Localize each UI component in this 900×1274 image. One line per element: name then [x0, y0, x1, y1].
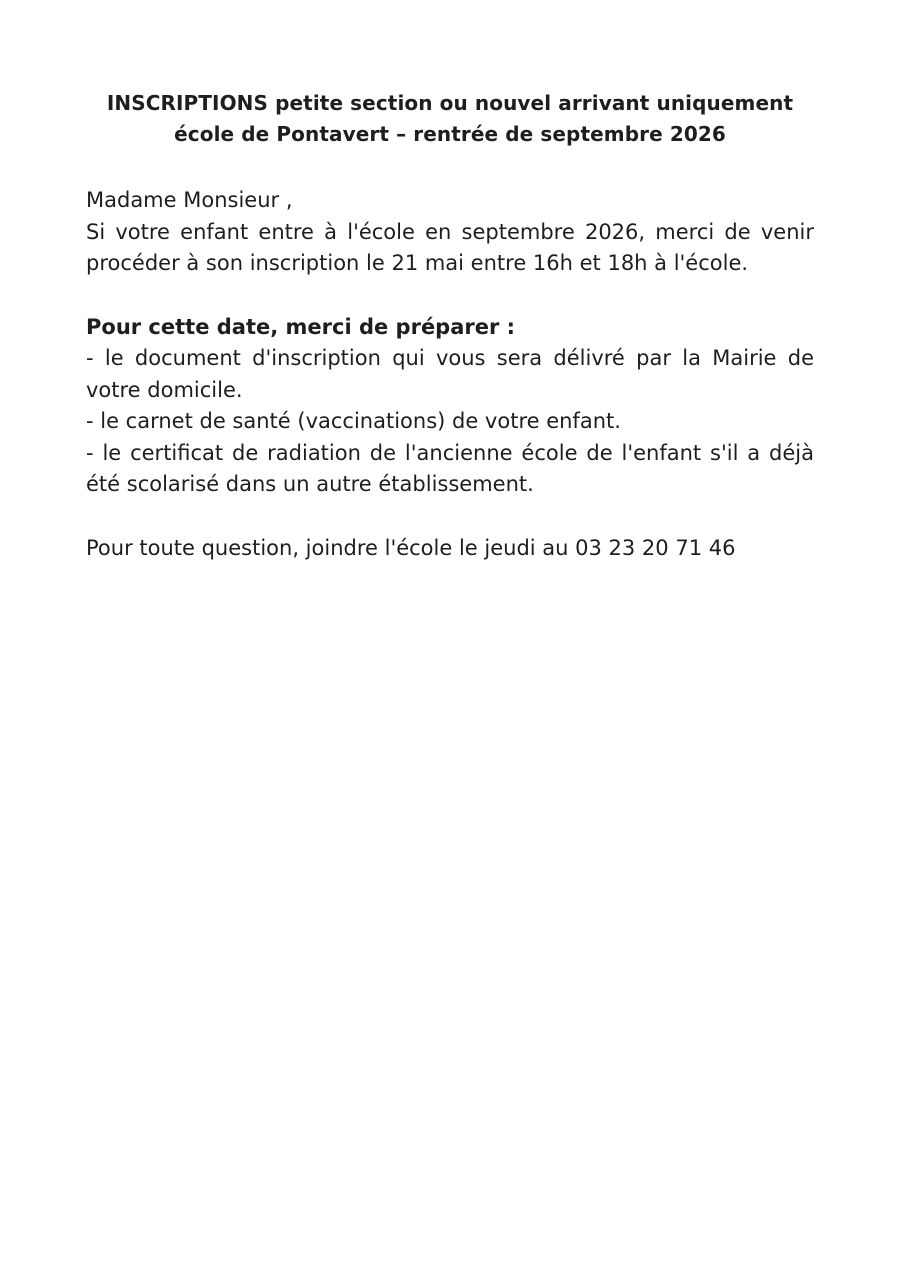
document-page: [86, 88, 814, 564]
requirement-item-2: - le carnet de santé (vaccinations) de votre enfant.: [86, 409, 621, 433]
requirement-item-1: - le document d'inscription qui vous sera délivré par la Mairie de votre domicile.: [86, 346, 814, 402]
contact-line: Pour toute question, joindre l'école le jeudi au 03 23 20 71 46: [86, 535, 736, 560]
document-title: [86, 88, 814, 150]
intro-paragraph: Si votre enfant entre à l'école en septembre 2026, merci de venir procéder à son inscription le 21 mai entre 16h et 18h à l'école.: [86, 219, 814, 275]
prepare-heading: Pour cette date, merci de préparer :: [86, 314, 516, 339]
title-line-2: école de Pontavert – rentrée de septembre 2026: [174, 122, 726, 146]
greeting: Madame Monsieur ,: [86, 188, 293, 212]
title-line-1: INSCRIPTIONS petite section ou nouvel arrivant uniquement: [106, 91, 794, 115]
requirement-item-3: - le certificat de radiation de l'ancienne école de l'enfant s'il a déjà été scolarisé dans un autre établissement.: [86, 440, 814, 496]
